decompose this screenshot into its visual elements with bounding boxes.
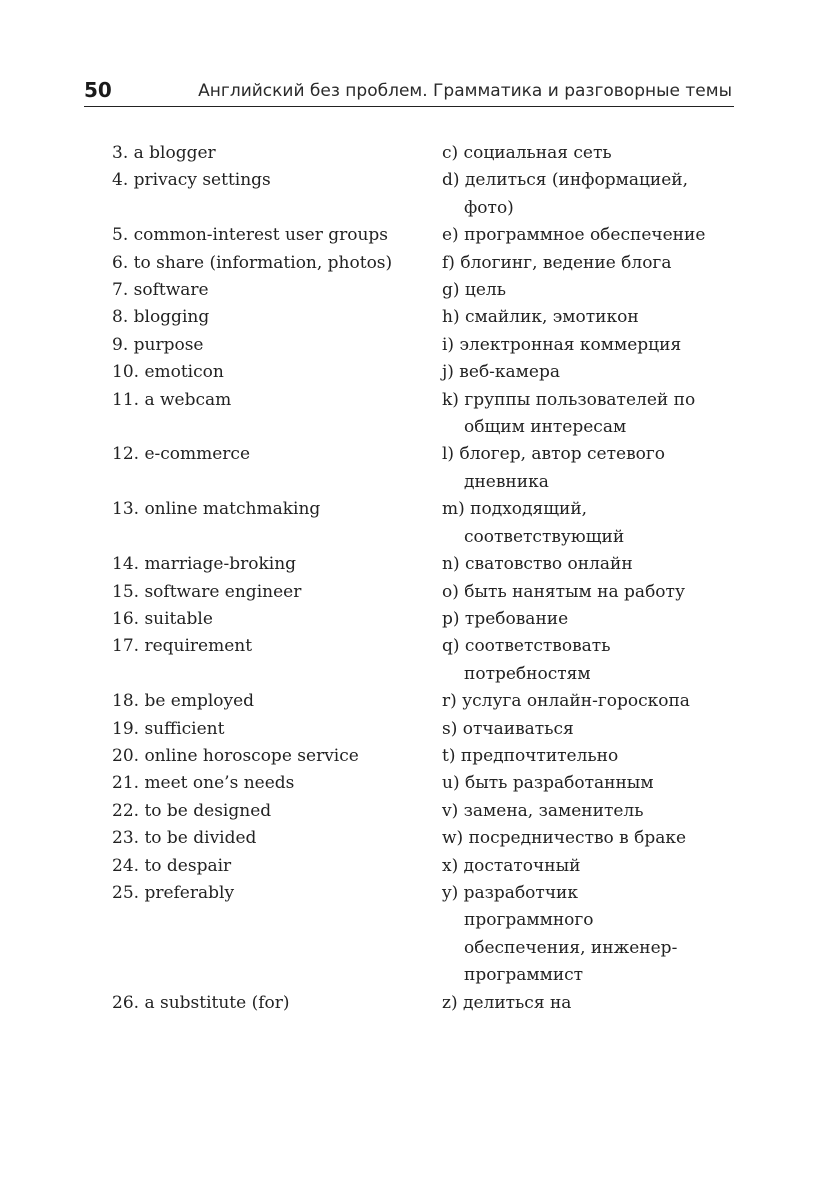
list-item — [112, 770, 732, 797]
translation-continuation: общим интересам — [464, 417, 627, 438]
russian-translation — [442, 304, 732, 331]
translation-line: p) требование — [442, 608, 569, 629]
list-item — [112, 359, 732, 386]
russian-translation — [442, 551, 732, 578]
english-term: 4. privacy settings — [112, 170, 271, 191]
translation-line: y) разработчик — [442, 882, 579, 903]
vocabulary-list — [112, 140, 732, 1017]
list-item — [112, 579, 732, 606]
english-term: 15. software engineer — [112, 581, 302, 602]
translation-line: m) подходящий, — [442, 499, 588, 520]
english-term: 16. suitable — [112, 608, 213, 629]
english-term: 20. online horoscope service — [112, 745, 359, 766]
russian-translation — [442, 825, 732, 852]
translation-line: u) быть разработанным — [442, 773, 654, 794]
translation-continuation: программного — [464, 910, 594, 931]
english-term: 18. be employed — [112, 691, 255, 712]
russian-translation — [442, 579, 732, 606]
list-item — [112, 853, 732, 880]
russian-translation — [442, 359, 732, 386]
russian-translation — [442, 853, 732, 880]
russian-translation — [442, 496, 732, 551]
translation-continuation: программист — [464, 965, 584, 986]
list-item — [112, 716, 732, 743]
list-item — [112, 304, 732, 331]
russian-translation — [442, 743, 732, 770]
page-header — [84, 78, 734, 107]
list-item — [112, 332, 732, 359]
list-item — [112, 222, 732, 249]
english-term: 23. to be divided — [112, 828, 257, 849]
english-term: 13. online matchmaking — [112, 499, 321, 520]
translation-continuation: соответствующий — [464, 526, 625, 547]
list-item — [112, 277, 732, 304]
translation-line: l) блогер, автор сетевого — [442, 444, 666, 465]
list-item — [112, 387, 732, 442]
translation-line: e) программное обеспечение — [442, 225, 706, 246]
translation-line: n) сватовство онлайн — [442, 554, 633, 575]
russian-translation — [442, 880, 732, 990]
translation-line: v) замена, заменитель — [442, 800, 644, 821]
english-term: 12. e-commerce — [112, 444, 251, 465]
translation-line: j) веб-камера — [442, 362, 560, 383]
english-term: 14. marriage-broking — [112, 554, 297, 575]
running-title: Английский без проблем. Грамматика и разговорные темы — [198, 81, 732, 101]
list-item — [112, 441, 732, 496]
translation-line: f) блогинг, ведение блога — [442, 252, 672, 273]
translation-continuation: обеспечения, инженер- — [464, 937, 678, 958]
english-term: 17. requirement — [112, 636, 253, 657]
list-item — [112, 496, 732, 551]
english-term: 25. preferably — [112, 882, 235, 903]
translation-line: z) делиться на — [442, 992, 572, 1013]
russian-translation — [442, 222, 732, 249]
translation-line: c) социальная сеть — [442, 143, 612, 163]
list-item — [112, 825, 732, 852]
russian-translation — [442, 332, 732, 359]
list-item — [112, 140, 732, 167]
translation-line: d) делиться (информацией, — [442, 170, 689, 191]
english-term: 24. to despair — [112, 855, 232, 876]
english-term: 6. to share (information, photos) — [112, 252, 393, 273]
english-term: 21. meet one’s needs — [112, 773, 295, 794]
russian-translation — [442, 716, 732, 743]
translation-line: x) достаточный — [442, 855, 581, 876]
list-item — [112, 551, 732, 578]
page-number: 50 — [84, 78, 112, 102]
russian-translation — [442, 140, 732, 167]
translation-continuation: дневника — [464, 471, 549, 492]
list-item — [112, 606, 732, 633]
translation-continuation: фото) — [464, 197, 514, 218]
english-term: 8. blogging — [112, 307, 210, 328]
translation-line: o) быть нанятым на работу — [442, 581, 685, 602]
english-term: 7. software — [112, 280, 209, 301]
english-term: 5. common-interest user groups — [112, 225, 389, 246]
russian-translation — [442, 633, 732, 688]
list-item — [112, 743, 732, 770]
english-term: 10. emoticon — [112, 362, 224, 383]
russian-translation — [442, 167, 732, 222]
russian-translation — [442, 688, 732, 715]
list-item — [112, 167, 732, 222]
english-term: 11. a webcam — [112, 389, 232, 410]
translation-line: i) электронная коммерция — [442, 334, 682, 355]
russian-translation — [442, 606, 732, 633]
translation-line: w) посредничество в браке — [442, 828, 687, 849]
translation-line: s) отчаиваться — [442, 718, 574, 739]
russian-translation — [442, 990, 732, 1017]
russian-translation — [442, 441, 732, 496]
list-item — [112, 798, 732, 825]
russian-translation — [442, 770, 732, 797]
translation-line: q) соответствовать — [442, 636, 611, 657]
russian-translation — [442, 798, 732, 825]
english-term: 22. to be designed — [112, 800, 272, 821]
english-term: 3. a blogger — [112, 143, 216, 163]
translation-continuation: потребностям — [464, 663, 591, 684]
english-term: 19. sufficient — [112, 718, 225, 739]
list-item — [112, 633, 732, 688]
russian-translation — [442, 277, 732, 304]
translation-line: g) цель — [442, 280, 506, 301]
list-item — [112, 880, 732, 990]
list-item — [112, 250, 732, 277]
english-term: 9. purpose — [112, 334, 204, 355]
translation-line: k) группы пользователей по — [442, 389, 696, 410]
list-item — [112, 688, 732, 715]
translation-line: r) услуга онлайн-гороскопа — [442, 691, 690, 712]
translation-line: h) смайлик, эмотикон — [442, 307, 639, 328]
english-term: 26. a substitute (for) — [112, 992, 290, 1013]
list-item — [112, 990, 732, 1017]
translation-line: t) предпочтительно — [442, 745, 619, 766]
russian-translation — [442, 387, 732, 442]
russian-translation — [442, 250, 732, 277]
